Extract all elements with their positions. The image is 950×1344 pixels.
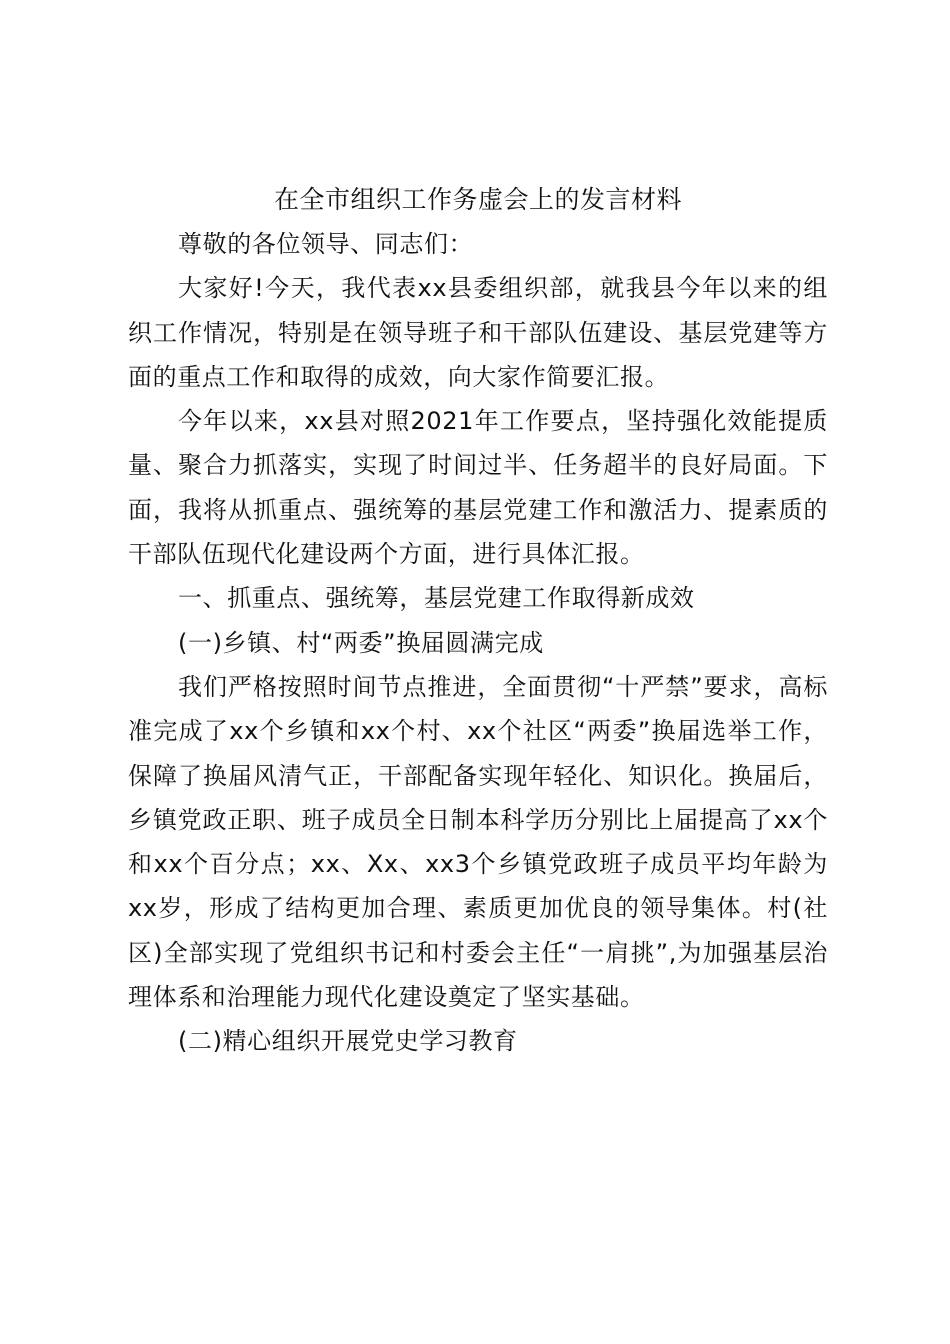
document-title: 在全市组织工作务虚会上的发言材料 — [273, 185, 682, 214]
paragraph-opening: 大家好!今天，我代表xx县委组织部，就我县今年以来的组织工作情况，特别是在领导班子和干部队伍建设、基层党建等方面的重点工作和取得的成效，向大家作简要汇报。 — [128, 274, 828, 391]
subsection-heading-1: (一)乡镇、村“两委”换届圆满完成 — [178, 628, 544, 657]
document-body — [128, 178, 828, 1064]
subsection-heading-2: (二)精心组织开展党史学习教育 — [178, 1027, 518, 1056]
section-heading-1: 一、抓重点、强统筹，基层党建工作取得新成效 — [178, 584, 695, 613]
paragraph-election: 我们严格按照时间节点推进，全面贯彻“十严禁”要求，高标准完成了xx个乡镇和xx个村、xx个社区“两委”换届选举工作，保障了换届风清气正，干部配备实现年轻化、知识化。换届后，乡镇党政正职、班子成员全日制本科学历分别比上届提高了xx个和xx个百分点；xx、Xx、xx3个乡镇党政班子成员平均年龄为xx岁，形成了结构更加合理、素质更加优良的领导集体。村(社区)全部实现了党组织书记和村委会主任“一肩挑”,为加强基层治理体系和治理能力现代化建设奠定了坚实基础。 — [128, 672, 828, 1012]
salutation: 尊敬的各位领导、同志们： — [178, 230, 474, 258]
paragraph-overview: 今年以来，xx县对照2021年工作要点，坚持强化效能提质量、聚合力抓落实，实现了时间过半、任务超半的良好局面。下面，我将从抓重点、强统筹的基层党建工作和激活力、提素质的干部队伍现代化建设两个方面，进行具体汇报。 — [128, 407, 828, 569]
